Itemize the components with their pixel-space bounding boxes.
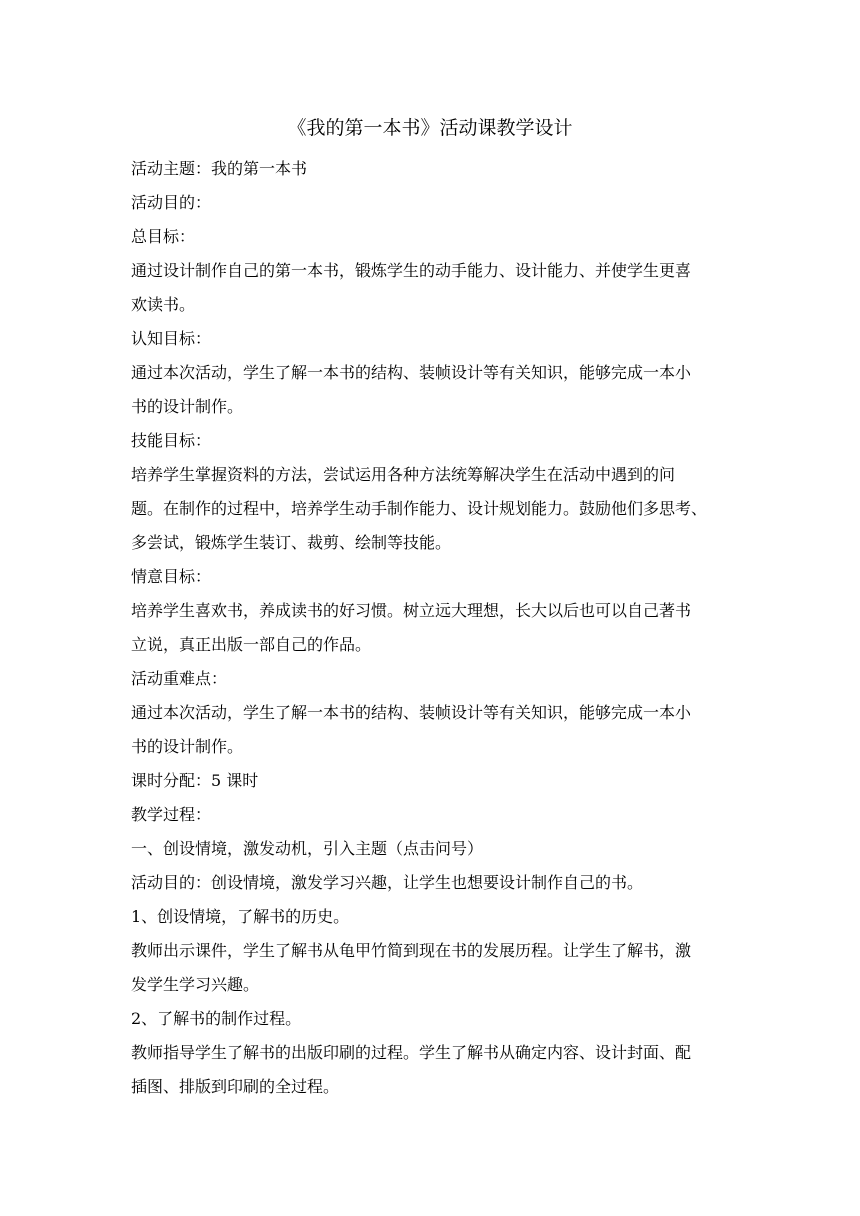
paragraph-line: 通过本次活动，学生了解一本书的结构、装帧设计等有关知识，能够完成一本小: [131, 363, 692, 382]
paragraph-line: 发学生学习兴趣。: [131, 975, 260, 994]
paragraph-line: 通过设计制作自己的第一本书，锻炼学生的动手能力、设计能力、并使学生更喜: [131, 261, 692, 280]
paragraph-line: 书的设计制作。: [131, 397, 244, 416]
paragraph-line: 1、创设情境，了解书的历史。: [131, 907, 350, 926]
paragraph: [131, 934, 741, 1002]
paragraph: [131, 424, 741, 458]
paragraph-line: 认知目标：: [131, 329, 212, 348]
paragraph: [131, 560, 741, 594]
paragraph-line: 2、了解书的制作过程。: [131, 1009, 302, 1028]
paragraph: [131, 696, 741, 764]
paragraph: [131, 152, 741, 186]
paragraph-line: 通过本次活动，学生了解一本书的结构、装帧设计等有关知识，能够完成一本小: [131, 703, 692, 722]
paragraph: [131, 254, 741, 322]
paragraph-line: 一、创设情境，激发动机，引入主题（点击问号）: [131, 839, 484, 858]
paragraph: [131, 1036, 741, 1104]
paragraph-line: 立说，真正出版一部自己的作品。: [131, 635, 372, 654]
paragraph: [131, 322, 741, 356]
paragraph-line: 课时分配：5 课时: [131, 771, 259, 790]
paragraph-line: 教师出示课件，学生了解书从龟甲竹简到现在书的发展历程。让学生了解书，激: [131, 941, 692, 960]
paragraph: [131, 866, 741, 900]
paragraph-line: 情意目标：: [131, 567, 212, 586]
paragraph: [131, 186, 741, 220]
paragraph: [131, 662, 741, 696]
paragraph: [131, 1002, 741, 1036]
paragraph: [131, 458, 741, 560]
paragraph-line: 题。在制作的过程中，培养学生动手制作能力、设计规划能力。鼓励他们多思考、: [131, 499, 708, 518]
paragraph: [131, 594, 741, 662]
paragraph-line: 插图、排版到印刷的全过程。: [131, 1077, 340, 1096]
paragraph: [131, 798, 741, 832]
paragraph-line: 多尝试，锻炼学生装订、裁剪、绘制等技能。: [131, 533, 452, 552]
paragraph: [131, 900, 741, 934]
paragraph-line: 活动目的：创设情境，激发学习兴趣，让学生也想要设计制作自己的书。: [131, 873, 644, 892]
paragraph-line: 欢读书。: [131, 295, 196, 314]
paragraph: [131, 356, 741, 424]
paragraph: [131, 220, 741, 254]
paragraph-line: 技能目标：: [131, 431, 212, 450]
paragraph-line: 培养学生喜欢书，养成读书的好习惯。树立远大理想，长大以后也可以自己著书: [131, 601, 692, 620]
paragraph: [131, 832, 741, 866]
paragraph-line: 教学过程：: [131, 805, 212, 824]
paragraph-line: 培养学生掌握资料的方法，尝试运用各种方法统筹解决学生在活动中遇到的问: [131, 465, 676, 484]
paragraph-line: 书的设计制作。: [131, 737, 244, 756]
paragraph-line: 活动目的：: [131, 193, 212, 212]
paragraph-line: 教师指导学生了解书的出版印刷的过程。学生了解书从确定内容、设计封面、配: [131, 1043, 692, 1062]
document-title: 《我的第一本书》活动课教学设计: [287, 117, 573, 139]
document-body: [131, 152, 741, 1104]
paragraph: [131, 764, 741, 798]
paragraph-line: 活动主题：我的第一本书: [131, 159, 308, 178]
paragraph-line: 活动重难点：: [131, 669, 228, 688]
paragraph-line: 总目标：: [131, 227, 196, 246]
